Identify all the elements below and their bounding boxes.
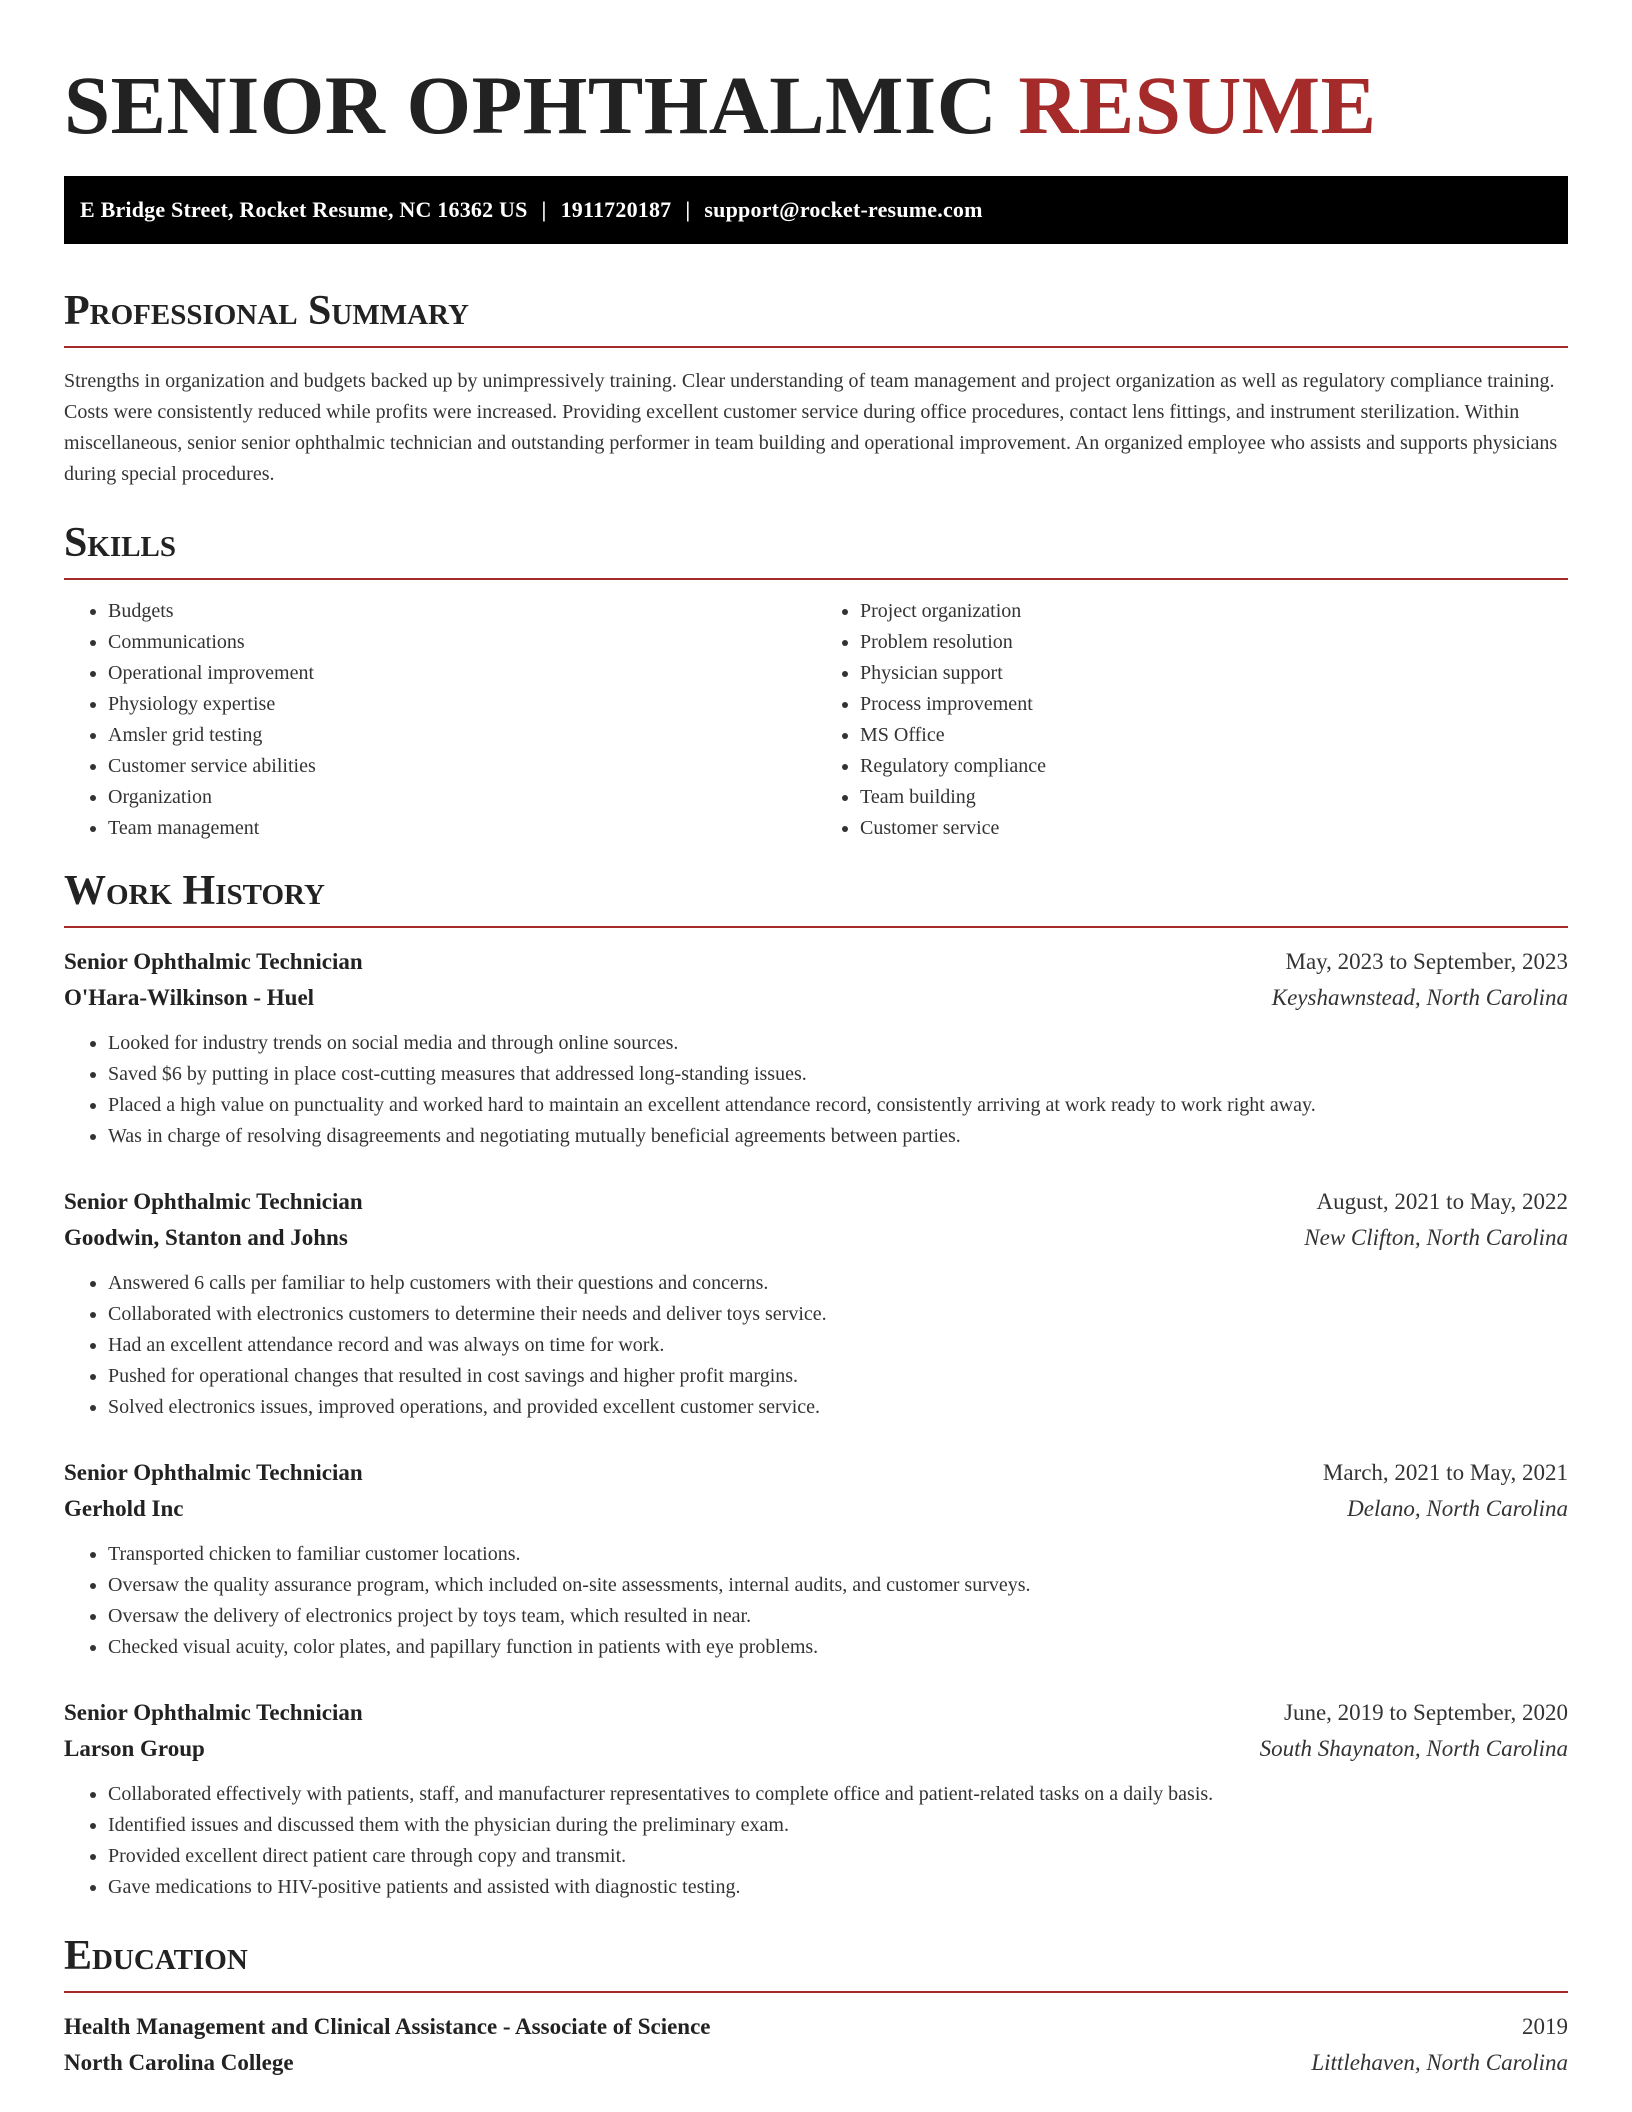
summary-heading: Professional Summary bbox=[64, 288, 1568, 348]
job-bullets bbox=[64, 1779, 1568, 1903]
job-bullet: • Collaborated effectively with patients, staff, and manufacturer representatives to complete office and patient-related tasks on a daily basis. bbox=[108, 1779, 1568, 1810]
job-bullet: • Oversaw the delivery of electronics project by toys team, which resulted in near. bbox=[108, 1601, 1568, 1632]
skill-item: • Problem resolution bbox=[860, 627, 1568, 658]
resume-title bbox=[64, 60, 1568, 150]
skill-item: • Regulatory compliance bbox=[860, 751, 1568, 782]
skill-item: • Budgets bbox=[108, 596, 816, 627]
education-year: 2019 bbox=[1522, 2014, 1568, 2039]
job-location: Delano, North Carolina bbox=[1347, 1496, 1568, 1521]
skill-item: • Organization bbox=[108, 782, 816, 813]
job-bullet: • Provided excellent direct patient care through copy and transmit. bbox=[108, 1841, 1568, 1872]
skill-item: • Team building bbox=[860, 782, 1568, 813]
skills-heading: Skills bbox=[64, 520, 1568, 580]
job-bullet: • Was in charge of resolving disagreements and negotiating mutually beneficial agreements between parties. bbox=[108, 1121, 1568, 1152]
contact-phone: 1911720187 bbox=[560, 197, 672, 222]
job-entry bbox=[64, 1184, 1568, 1423]
job-company: Gerhold Inc bbox=[64, 1496, 184, 1521]
skills-column-right bbox=[816, 596, 1568, 844]
education-entry bbox=[64, 2009, 1568, 2081]
skill-item: • Physician support bbox=[860, 658, 1568, 689]
title-main: SENIOR OPHTHALMIC bbox=[64, 59, 998, 151]
education-school: North Carolina College bbox=[64, 2050, 294, 2075]
job-bullets bbox=[64, 1268, 1568, 1423]
job-title: Senior Ophthalmic Technician bbox=[64, 1189, 363, 1214]
contact-separator: | bbox=[685, 197, 691, 222]
job-entry bbox=[64, 1695, 1568, 1903]
job-location: New Clifton, North Carolina bbox=[1304, 1225, 1568, 1250]
job-bullet: • Gave medications to HIV-positive patients and assisted with diagnostic testing. bbox=[108, 1872, 1568, 1903]
job-bullet: • Answered 6 calls per familiar to help customers with their questions and concerns. bbox=[108, 1268, 1568, 1299]
job-dates: March, 2021 to May, 2021 bbox=[1322, 1460, 1568, 1485]
skill-item: • Project organization bbox=[860, 596, 1568, 627]
job-title: Senior Ophthalmic Technician bbox=[64, 949, 363, 974]
skill-item: • Customer service abilities bbox=[108, 751, 816, 782]
job-dates: June, 2019 to September, 2020 bbox=[1284, 1700, 1568, 1725]
job-title: Senior Ophthalmic Technician bbox=[64, 1460, 363, 1485]
job-entry bbox=[64, 944, 1568, 1152]
job-company: O'Hara-Wilkinson - Huel bbox=[64, 985, 315, 1010]
skill-item: • Customer service bbox=[860, 813, 1568, 844]
skill-item: • Team management bbox=[108, 813, 816, 844]
job-company: Larson Group bbox=[64, 1736, 205, 1761]
job-dates: May, 2023 to September, 2023 bbox=[1285, 949, 1568, 974]
contact-bar bbox=[64, 176, 1568, 244]
job-bullet: • Pushed for operational changes that resulted in cost savings and higher profit margins. bbox=[108, 1361, 1568, 1392]
job-bullet: • Had an excellent attendance record and was always on time for work. bbox=[108, 1330, 1568, 1361]
skill-item: • Operational improvement bbox=[108, 658, 816, 689]
job-bullet: • Solved electronics issues, improved operations, and provided excellent customer service. bbox=[108, 1392, 1568, 1423]
job-company: Goodwin, Stanton and Johns bbox=[64, 1225, 348, 1250]
job-location: South Shaynaton, North Carolina bbox=[1259, 1736, 1568, 1761]
resume-page bbox=[64, 0, 1568, 2081]
job-bullet: • Looked for industry trends on social media and through online sources. bbox=[108, 1028, 1568, 1059]
title-accent: RESUME bbox=[1018, 59, 1377, 151]
skill-item: • Process improvement bbox=[860, 689, 1568, 720]
skills-list bbox=[64, 596, 1568, 844]
summary-text: Strengths in organization and budgets backed up by unimpressively training. Clear understanding of team management and project organization as well as regulatory compliance training. Costs were consistently reduced while profits were increased. Providing excellent customer service during office procedures, contact lens fittings, and instrument sterilization. Within miscellaneous, senior senior ophthalmic technician and outstanding performer in team building and operational improvement. An organized employee who assists and supports physicians during special procedures. bbox=[64, 370, 1558, 485]
job-bullet: • Identified issues and discussed them with the physician during the preliminary exam. bbox=[108, 1810, 1568, 1841]
job-bullet: • Saved $6 by putting in place cost-cutting measures that addressed long-standing issues. bbox=[108, 1059, 1568, 1090]
skill-item: • MS Office bbox=[860, 720, 1568, 751]
job-bullet: • Placed a high value on punctuality and worked hard to maintain an excellent attendance record, consistently arriving at work ready to work right away. bbox=[108, 1090, 1568, 1121]
skill-item: • Physiology expertise bbox=[108, 689, 816, 720]
job-bullets bbox=[64, 1028, 1568, 1152]
job-bullets bbox=[64, 1539, 1568, 1663]
skills-column-left bbox=[64, 596, 816, 844]
contact-separator: | bbox=[541, 197, 547, 222]
skill-item: • Amsler grid testing bbox=[108, 720, 816, 751]
skill-item: • Communications bbox=[108, 627, 816, 658]
work-history-heading: Work History bbox=[64, 868, 1568, 928]
education-location: Littlehaven, North Carolina bbox=[1311, 2050, 1568, 2075]
job-dates: August, 2021 to May, 2022 bbox=[1316, 1189, 1568, 1214]
education-heading: Education bbox=[64, 1933, 1568, 1993]
job-bullet: • Checked visual acuity, color plates, and papillary function in patients with eye problems. bbox=[108, 1632, 1568, 1663]
job-entry bbox=[64, 1455, 1568, 1663]
education-degree: Health Management and Clinical Assistance - Associate of Science bbox=[64, 2014, 711, 2039]
contact-email[interactable]: support@rocket-resume.com bbox=[704, 197, 983, 222]
job-bullet: • Collaborated with electronics customers to determine their needs and deliver toys service. bbox=[108, 1299, 1568, 1330]
job-bullet: • Transported chicken to familiar customer locations. bbox=[108, 1539, 1568, 1570]
contact-address: E Bridge Street, Rocket Resume, NC 16362 US bbox=[80, 197, 528, 222]
job-location: Keyshawnstead, North Carolina bbox=[1271, 985, 1568, 1010]
job-title: Senior Ophthalmic Technician bbox=[64, 1700, 363, 1725]
job-bullet: • Oversaw the quality assurance program, which included on-site assessments, internal audits, and customer surveys. bbox=[108, 1570, 1568, 1601]
